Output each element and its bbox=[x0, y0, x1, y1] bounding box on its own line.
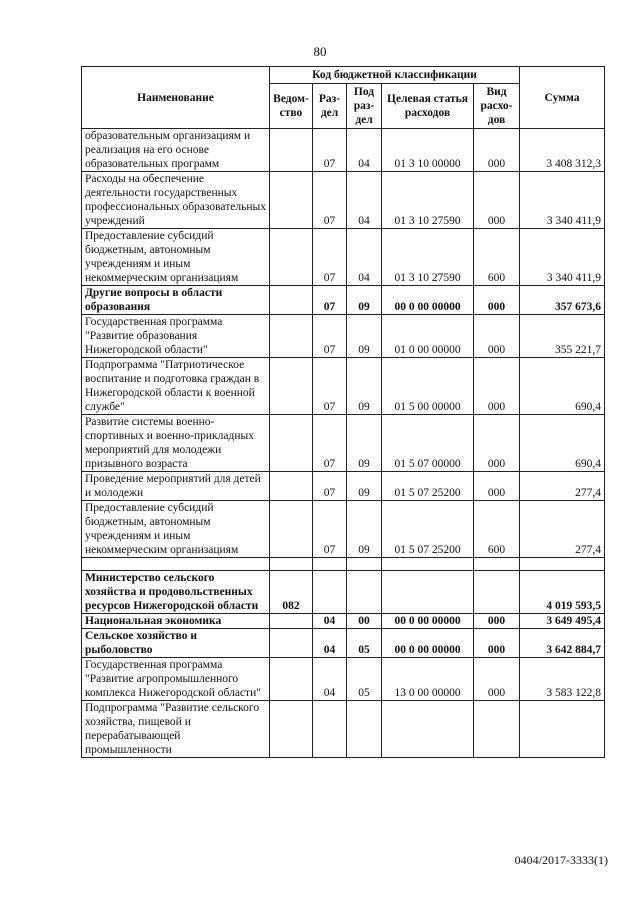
cell-razdel: 04 bbox=[313, 614, 347, 629]
cell-razdel: 07 bbox=[313, 286, 347, 315]
table-row bbox=[82, 501, 605, 558]
cell-podrazdel: 00 bbox=[347, 614, 382, 629]
cell-name: Сельское хозяйство и рыболовство bbox=[82, 629, 270, 658]
cell-razdel: 07 bbox=[313, 358, 347, 415]
cell-summa: 3 649 495,4 bbox=[520, 614, 605, 629]
header-podrazdel: Под раз-дел bbox=[347, 84, 382, 129]
table-row bbox=[82, 571, 605, 614]
cell-celevaya: 01 5 07 00000 bbox=[382, 415, 474, 472]
table-row bbox=[82, 701, 605, 758]
cell-vid: 000 bbox=[474, 629, 520, 658]
cell-vedom bbox=[270, 701, 313, 758]
cell-vid: 000 bbox=[474, 286, 520, 315]
cell-name: Государственная программа "Развитие образования Нижегородской области" bbox=[82, 315, 270, 358]
cell-podrazdel: 09 bbox=[347, 472, 382, 501]
cell-razdel: 07 bbox=[313, 172, 347, 229]
table-row bbox=[82, 472, 605, 501]
cell-name: Расходы на обеспечение деятельности государственных профессиональных образовательных учреждений bbox=[82, 172, 270, 229]
cell-summa: 357 673,6 bbox=[520, 286, 605, 315]
cell-vedom bbox=[270, 315, 313, 358]
cell-vedom bbox=[270, 172, 313, 229]
cell-vedom bbox=[270, 129, 313, 172]
cell-celevaya: 01 3 10 27590 bbox=[382, 172, 474, 229]
header-code-group: Код бюджетной классификации bbox=[270, 67, 520, 84]
cell-summa: 3 340 411,9 bbox=[520, 172, 605, 229]
cell-celevaya: 00 0 00 00000 bbox=[382, 286, 474, 315]
cell-razdel bbox=[313, 571, 347, 614]
cell-vid: 000 bbox=[474, 472, 520, 501]
cell-name: Подпрограмма "Развитие сельского хозяйства, пищевой и перерабатывающей промышленности bbox=[82, 701, 270, 758]
cell-vedom bbox=[270, 472, 313, 501]
cell-celevaya: 01 5 00 00000 bbox=[382, 358, 474, 415]
cell-vid: 600 bbox=[474, 501, 520, 558]
cell-podrazdel: 09 bbox=[347, 358, 382, 415]
cell-celevaya: 01 5 07 25200 bbox=[382, 472, 474, 501]
cell-summa: 690,4 bbox=[520, 358, 605, 415]
cell-celevaya: 00 0 00 00000 bbox=[382, 614, 474, 629]
cell-vid bbox=[474, 571, 520, 614]
header-celevaya: Целевая статья расходов bbox=[382, 84, 474, 129]
cell-celevaya: 01 3 10 00000 bbox=[382, 129, 474, 172]
cell-celevaya bbox=[382, 571, 474, 614]
header-vid: Вид расхо-дов bbox=[474, 84, 520, 129]
cell-podrazdel: 05 bbox=[347, 658, 382, 701]
cell-vedom bbox=[270, 658, 313, 701]
header-vedom: Ведом-ство bbox=[270, 84, 313, 129]
cell-razdel: 07 bbox=[313, 472, 347, 501]
cell-razdel: 04 bbox=[313, 629, 347, 658]
header-summa: Сумма bbox=[520, 67, 605, 129]
table-body bbox=[82, 129, 605, 758]
cell-name bbox=[82, 558, 270, 571]
cell-podrazdel: 05 bbox=[347, 629, 382, 658]
cell-celevaya: 01 0 00 00000 bbox=[382, 315, 474, 358]
cell-vedom bbox=[270, 415, 313, 472]
cell-vid: 000 bbox=[474, 358, 520, 415]
cell-name: Национальная экономика bbox=[82, 614, 270, 629]
cell-name: Государственная программа "Развитие агропромышленного комплекса Нижегородской области" bbox=[82, 658, 270, 701]
page-number: 80 bbox=[313, 44, 327, 59]
cell-vid: 000 bbox=[474, 415, 520, 472]
cell-podrazdel bbox=[347, 571, 382, 614]
table-row bbox=[82, 172, 605, 229]
cell-summa: 3 408 312,3 bbox=[520, 129, 605, 172]
cell-name: Министерство сельского хозяйства и продовольственных ресурсов Нижегородской области bbox=[82, 571, 270, 614]
table-row bbox=[82, 358, 605, 415]
cell-celevaya: 13 0 00 00000 bbox=[382, 658, 474, 701]
table-row bbox=[82, 129, 605, 172]
table-row bbox=[82, 415, 605, 472]
cell-celevaya bbox=[382, 558, 474, 571]
cell-vedom bbox=[270, 286, 313, 315]
table-row bbox=[82, 229, 605, 286]
cell-podrazdel: 04 bbox=[347, 129, 382, 172]
table-row bbox=[82, 286, 605, 315]
header-name: Наименование bbox=[82, 67, 270, 129]
cell-name: Подпрограмма "Патриотическое воспитание и подготовка граждан в Нижегородской области к военной службе" bbox=[82, 358, 270, 415]
cell-podrazdel: 04 bbox=[347, 172, 382, 229]
cell-vid: 000 bbox=[474, 172, 520, 229]
cell-razdel bbox=[313, 701, 347, 758]
cell-vedom bbox=[270, 558, 313, 571]
cell-celevaya: 01 5 07 25200 bbox=[382, 501, 474, 558]
cell-vedom: 082 bbox=[270, 571, 313, 614]
cell-vid: 600 bbox=[474, 229, 520, 286]
cell-vid bbox=[474, 701, 520, 758]
cell-razdel: 04 bbox=[313, 658, 347, 701]
cell-celevaya: 01 3 10 27590 bbox=[382, 229, 474, 286]
cell-vedom bbox=[270, 358, 313, 415]
cell-celevaya: 00 0 00 00000 bbox=[382, 629, 474, 658]
cell-podrazdel: 09 bbox=[347, 315, 382, 358]
cell-podrazdel bbox=[347, 558, 382, 571]
cell-summa: 4 019 593,5 bbox=[520, 571, 605, 614]
cell-vedom bbox=[270, 501, 313, 558]
table-row bbox=[82, 658, 605, 701]
cell-summa bbox=[520, 558, 605, 571]
cell-summa: 690,4 bbox=[520, 415, 605, 472]
cell-summa: 277,4 bbox=[520, 501, 605, 558]
header-razdel: Раз-дел bbox=[313, 84, 347, 129]
spacer-row bbox=[82, 558, 605, 571]
table-row bbox=[82, 629, 605, 658]
cell-vedom bbox=[270, 629, 313, 658]
cell-razdel bbox=[313, 558, 347, 571]
cell-podrazdel bbox=[347, 701, 382, 758]
cell-summa: 3 340 411,9 bbox=[520, 229, 605, 286]
footer-code: 0404/2017-3333(1) bbox=[514, 853, 608, 867]
cell-razdel: 07 bbox=[313, 129, 347, 172]
cell-razdel: 07 bbox=[313, 315, 347, 358]
table-row bbox=[82, 315, 605, 358]
cell-razdel: 07 bbox=[313, 415, 347, 472]
cell-vid: 000 bbox=[474, 129, 520, 172]
cell-celevaya bbox=[382, 701, 474, 758]
cell-name: Проведение мероприятий для детей и молодежи bbox=[82, 472, 270, 501]
cell-summa: 3 583 122,8 bbox=[520, 658, 605, 701]
cell-razdel: 07 bbox=[313, 229, 347, 286]
cell-vid bbox=[474, 558, 520, 571]
cell-vid: 000 bbox=[474, 315, 520, 358]
table-row bbox=[82, 614, 605, 629]
cell-podrazdel: 09 bbox=[347, 415, 382, 472]
cell-podrazdel: 09 bbox=[347, 286, 382, 315]
cell-name: Другие вопросы в области образования bbox=[82, 286, 270, 315]
cell-name: Предоставление субсидий бюджетным, автономным учреждениям и иным некоммерческим организациям bbox=[82, 229, 270, 286]
cell-razdel: 07 bbox=[313, 501, 347, 558]
cell-summa bbox=[520, 701, 605, 758]
cell-summa: 277,4 bbox=[520, 472, 605, 501]
cell-podrazdel: 09 bbox=[347, 501, 382, 558]
cell-podrazdel: 04 bbox=[347, 229, 382, 286]
cell-vid: 000 bbox=[474, 614, 520, 629]
cell-vedom bbox=[270, 614, 313, 629]
cell-name: образовательным организациям и реализация на его основе образовательных программ bbox=[82, 129, 270, 172]
budget-table bbox=[81, 66, 605, 758]
cell-summa: 3 642 884,7 bbox=[520, 629, 605, 658]
cell-name: Развитие системы военно-спортивных и военно-прикладных мероприятий для молодежи призывного возраста bbox=[82, 415, 270, 472]
cell-name: Предоставление субсидий бюджетным, автономным учреждениям и иным некоммерческим организациям bbox=[82, 501, 270, 558]
cell-vedom bbox=[270, 229, 313, 286]
cell-vid: 000 bbox=[474, 658, 520, 701]
cell-summa: 355 221,7 bbox=[520, 315, 605, 358]
